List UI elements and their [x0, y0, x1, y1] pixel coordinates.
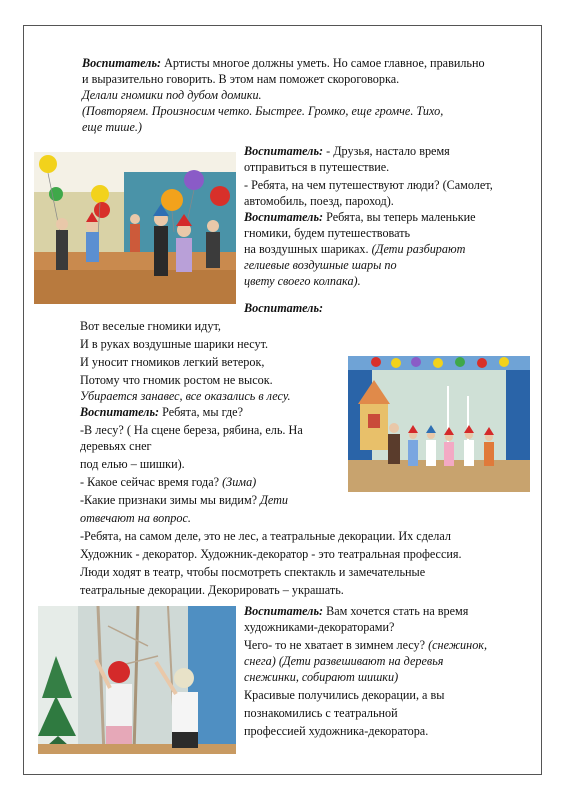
paragraph-forest-line1: Воспитатель: Ребята, мы где? — [80, 405, 243, 419]
paragraph-final-line1: Воспитатель: Вам хочется стать на время — [244, 604, 469, 618]
paragraph-decorator-line2: Художник - декоратор. Художник-декоратор - это театральная профессия. — [80, 547, 462, 561]
paragraph-gnomes-line2: гномики, будем путешествовать — [244, 226, 411, 240]
paragraph-intro-line1: Воспитатель: Артисты многое должны уметь. Но самое главное, правильно — [82, 56, 485, 70]
paragraph-gnomes-line5: цвету своего колпака). — [244, 274, 361, 288]
speaker-label: Воспитатель: — [244, 604, 324, 618]
paragraph-forest-line6: -Какие признаки зимы мы видим? Дети — [80, 493, 289, 507]
paragraph-final-line6: Красивые получились декорации, а вы — [244, 688, 445, 702]
tongue-twister: Делали гномики под дубом домики. — [82, 88, 262, 102]
paragraph-final-line3: Чего- то не хватает в зимнем лесу? (снежинок, — [244, 638, 488, 652]
paragraph-intro-line2: и выразительно говорить. В этом нам поможет скороговорка. — [82, 72, 400, 86]
paragraph-journey-line4: автомобиль, поезд, пароход). — [244, 194, 394, 208]
paragraph-final-line4: снега) (Дети развешивают на деревья — [244, 654, 444, 668]
stage-note: Убирается занавес, все оказались в лесу. — [80, 389, 291, 403]
paragraph-final-line7: познакомились с театральной — [244, 706, 398, 720]
speaker-label: Воспитатель: — [244, 301, 324, 315]
paragraph-gnomes-line1: Воспитатель: Ребята, вы теперь маленькие — [244, 210, 476, 224]
speaker-label: Воспитатель: — [80, 405, 160, 419]
paragraph-gnomes-line4: гелиевые воздушные шары по — [244, 258, 397, 272]
poem-line4: Потому что гномик ростом не высок. — [80, 373, 273, 387]
speaker-label: Воспитатель: — [82, 56, 162, 70]
paragraph-journey-line1: Воспитатель: - Друзья, настало время — [244, 144, 450, 158]
photo-balloon-dance — [34, 152, 236, 304]
paragraph-forest-line2: -В лесу? ( На сцене береза, рябина, ель. На — [80, 423, 303, 437]
paragraph-final-line2: художниками-декораторами? — [244, 620, 395, 634]
instruction-note-line2: еще тише.) — [82, 120, 142, 134]
paragraph-forest-line3: деревьях снег — [80, 439, 152, 453]
poem-line3: И уносит гномиков легкий ветерок, — [80, 355, 265, 369]
paragraph-final-line8: профессией художника-декоратора. — [244, 724, 429, 738]
paragraph-forest-line4: под елью – шишки). — [80, 457, 185, 471]
photo-stage-forest — [348, 356, 530, 492]
poem-line2: И в руках воздушные шарики несут. — [80, 337, 269, 351]
poem-line1: Вот веселые гномики идут, — [80, 319, 221, 333]
paragraph-forest-line7: отвечают на вопрос. — [80, 511, 191, 525]
paragraph-journey-line2: отправиться в путешествие. — [244, 160, 390, 174]
paragraph-decorator-line3: Люди ходят в театр, чтобы посмотреть спектакль и замечательные — [80, 565, 426, 579]
paragraph-journey-line3: - Ребята, на чем путешествуют люди? (Самолет, — [244, 178, 493, 192]
paragraph-forest-line5: - Какое сейчас время года? (Зима) — [80, 475, 257, 489]
speaker-label: Воспитатель: — [244, 210, 324, 224]
speaker-label: Воспитатель: — [244, 144, 324, 158]
photo-decorating-trees — [38, 606, 236, 754]
paragraph-gnomes-line3: на воздушных шариках. (Дети разбирают — [244, 242, 466, 256]
paragraph-decorator-line1: -Ребята, на самом деле, это не лес, а театральные декорации. Их сделал — [80, 529, 451, 543]
paragraph-final-line5: снежинки, собирают шишки) — [244, 670, 399, 684]
paragraph-decorator-line4: театральные декорации. Декорировать – украшать. — [80, 583, 344, 597]
instruction-note-line1: (Повторяем. Произносим четко. Быстрее. Громко, еще громче. Тихо, — [82, 104, 444, 118]
